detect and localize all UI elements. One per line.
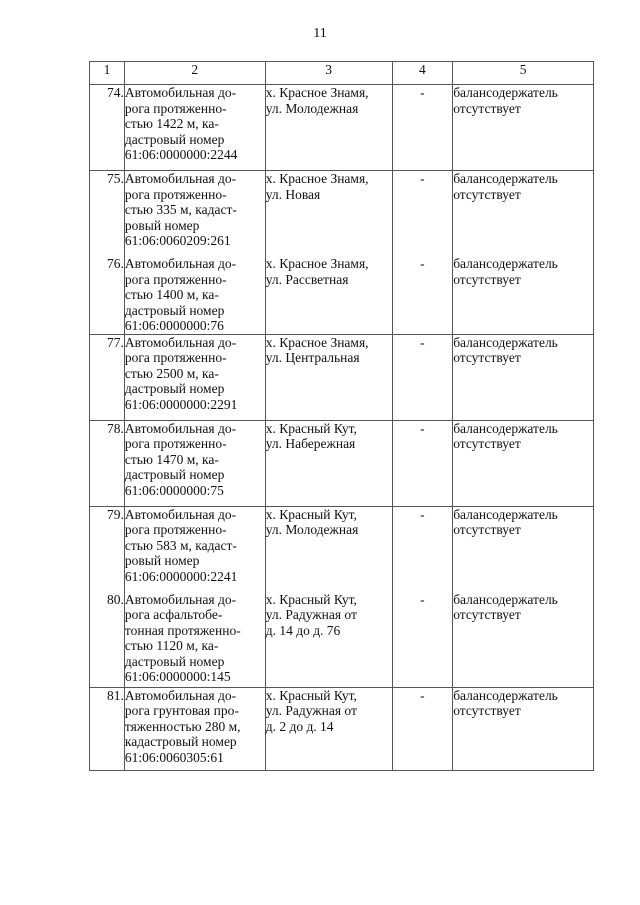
object-address-line: х. Красный Кут, [265,420,357,436]
object-name-line: стью 1470 м, ка- [124,451,219,467]
object-address-line: х. Красный Кут, [265,591,357,607]
balance-holder-line: отсутствует [453,271,521,287]
object-address-line: ул. Новая [265,186,321,202]
object-name-line: Автомобильная до- [124,420,237,436]
column-4-value: - [392,592,453,688]
object-name-line: дастровый номер [124,131,225,147]
object-address-line: х. Красное Знамя, [265,171,369,186]
object-name-line: рога асфальтобе- [124,607,223,622]
column-4-value: - [392,334,453,420]
object-name-line: тяженностью 280 м, [124,718,241,734]
object-name [124,256,265,334]
object-name [124,85,265,171]
object-name-line: стью 1422 м, ка- [124,116,219,131]
balance-holder [453,592,594,688]
object-address [265,171,392,257]
balance-holder [453,687,594,770]
column-4-value: - [392,85,453,171]
table-row [90,506,594,592]
column-4-value: - [392,506,453,592]
object-address-line: х. Красное Знамя, [265,85,369,100]
object-name-line: 61:06:0000000:2291 [124,396,238,412]
object-name-line: 61:06:0000000:2241 [124,568,238,584]
object-name-line: стью 335 м, кадаст- [124,202,237,217]
object-address [265,420,392,506]
row-number: 78. [90,420,125,506]
balance-holder [453,420,594,506]
object-address [265,256,392,334]
object-name-line: Автомобильная до- [124,334,237,350]
object-name-line: ровый номер [124,217,200,233]
object-name [124,171,265,257]
object-name-line: рога протяженно- [124,522,227,537]
object-address [265,592,392,688]
object-address-line: ул. Рассветная [265,271,349,287]
page-number: 11 [313,26,327,41]
balance-holder [453,334,594,420]
object-name-line: рога протяженно- [124,350,227,365]
balance-holder [453,506,594,592]
table-body [90,85,594,771]
object-name-line: Автомобильная до- [124,591,237,607]
balance-holder-line: балансодержатель [453,506,558,522]
object-name-line: дастровый номер [124,467,225,482]
object-name-line: ровый номер [124,553,200,568]
row-number: 76. [90,256,125,334]
object-name-line: 61:06:0060209:261 [124,233,231,248]
object-address-line: ул. Центральная [265,350,360,365]
table-row [90,687,594,770]
object-address-line: ул. Молодежная [265,100,359,116]
balance-holder-line: отсутствует [453,703,521,718]
object-name-line: Автомобильная до- [124,687,237,703]
balance-holder-line: балансодержатель [453,334,558,350]
column-4-value: - [392,420,453,506]
balance-holder-line: балансодержатель [453,420,558,436]
balance-holder [453,171,594,257]
object-address-line: ул. Радужная от [265,703,357,718]
balance-holder [453,85,594,171]
object-name-line: кадастровый номер [124,734,237,749]
column-header: 5 [453,62,594,85]
row-number: 75. [90,171,125,257]
balance-holder-line: отсутствует [453,607,521,622]
object-name [124,334,265,420]
object-name [124,420,265,506]
object-name [124,687,265,770]
registry-table [89,61,594,771]
object-name-line: Автомобильная до- [124,85,237,100]
object-name-line: 61:06:0000000:145 [124,669,231,684]
column-header: 3 [265,62,392,85]
object-address-line: х. Красный Кут, [265,687,357,703]
row-number: 77. [90,334,125,420]
row-number: 74. [90,85,125,171]
balance-holder-line: отсутствует [453,350,521,365]
balance-holder-line: балансодержатель [453,591,558,607]
object-name-line: стью 1400 м, ка- [124,287,219,302]
object-name-line: Автомобильная до- [124,506,237,522]
object-name [124,592,265,688]
row-number: 81. [90,687,125,770]
column-4-value: - [392,171,453,257]
object-address-line: ул. Набережная [265,436,356,451]
table-row [90,592,594,688]
object-address-line: х. Красное Знамя, [265,256,369,271]
object-name-line: стью 1120 м, ка- [124,638,219,653]
balance-holder-line: отсутствует [453,100,521,116]
object-name-line: 61:06:0000000:76 [124,318,224,333]
balance-holder-line: отсутствует [453,436,521,451]
column-4-value: - [392,687,453,770]
table-header-row [90,62,594,85]
object-address [265,506,392,592]
object-name-line: рога протяженно- [124,436,227,451]
object-name-line: Автомобильная до- [124,256,237,271]
object-name-line: Автомобильная до- [124,171,237,186]
column-4-value: - [392,256,453,334]
table-row [90,171,594,257]
balance-holder-line: балансодержатель [453,687,558,703]
table-row [90,85,594,171]
table-row [90,256,594,334]
object-name-line: рога протяженно- [124,271,227,287]
object-name-line: дастровый номер [124,653,225,669]
object-address-line: х. Красный Кут, [265,506,357,522]
object-name [124,506,265,592]
object-name-line: рога грунтовая про- [124,703,239,718]
object-name-line: стью 583 м, кадаст- [124,537,237,553]
object-address [265,334,392,420]
column-header: 2 [124,62,265,85]
row-number: 80. [90,592,125,688]
object-name-line: дастровый номер [124,381,225,396]
object-name-line: 61:06:0060305:61 [124,749,224,765]
object-name-line: рога протяженно- [124,186,227,202]
balance-holder-line: отсутствует [453,186,521,202]
object-address-line: д. 14 до д. 76 [265,622,341,638]
balance-holder [453,256,594,334]
balance-holder-line: балансодержатель [453,85,558,100]
object-name-line: 61:06:0000000:2244 [124,147,238,162]
object-name-line: 61:06:0000000:75 [124,482,224,498]
balance-holder-line: балансодержатель [453,171,558,186]
object-name-line: стью 2500 м, ка- [124,365,219,381]
table-row [90,420,594,506]
balance-holder-line: отсутствует [453,522,521,537]
balance-holder-line: балансодержатель [453,256,558,271]
column-header: 4 [392,62,453,85]
row-number: 79. [90,506,125,592]
object-address-line: д. 2 до д. 14 [265,718,334,734]
object-address [265,687,392,770]
object-address-line: ул. Молодежная [265,522,359,537]
table-row [90,334,594,420]
object-name-line: тонная протяженно- [124,622,241,638]
object-name-line: рога протяженно- [124,100,227,116]
object-address [265,85,392,171]
object-address-line: ул. Радужная от [265,607,357,622]
object-address-line: х. Красное Знамя, [265,334,369,350]
object-name-line: дастровый номер [124,302,225,318]
column-header: 1 [90,62,125,85]
